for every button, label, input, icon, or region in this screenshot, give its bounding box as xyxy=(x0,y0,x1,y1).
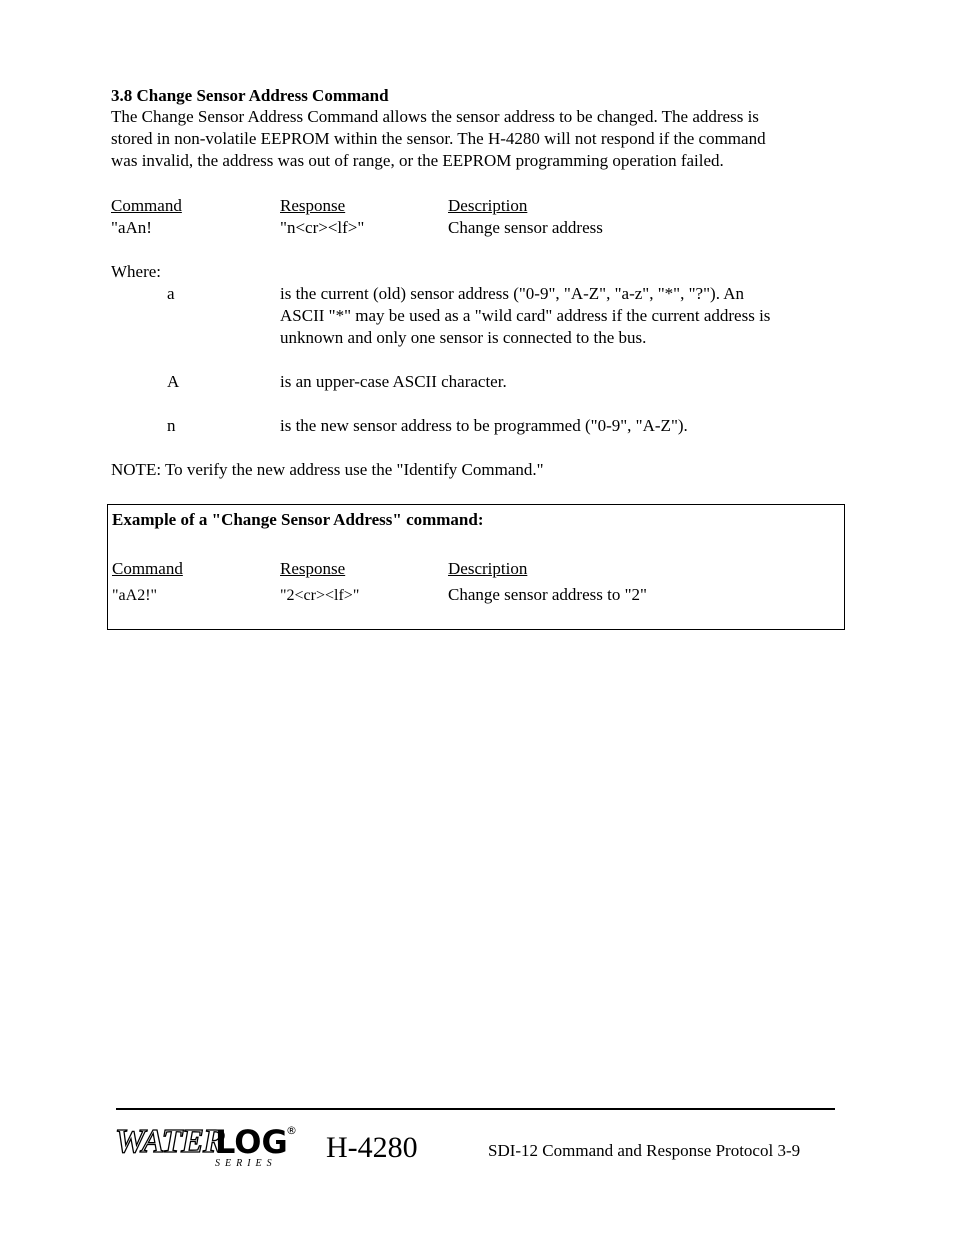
model-number: H-4280 xyxy=(326,1131,418,1164)
column-header-response: Response xyxy=(280,196,346,215)
example-description-cell: Change sensor address to "2" xyxy=(448,585,647,604)
paragraph-line: stored in non-volatile EEPROM within the sensor. The H-4280 will not respond if the command xyxy=(111,129,766,148)
example-command-cell: "aA2!" xyxy=(112,587,158,604)
logo-log-text: LOG xyxy=(215,1123,288,1161)
footer-page-label: SDI-12 Command and Response Protocol 3-9 xyxy=(488,1141,801,1160)
example-header-description: Description xyxy=(448,559,528,578)
column-header-command: Command xyxy=(111,196,182,215)
example-response-cell: "2<cr><lf>" xyxy=(280,587,360,604)
where-term-a: a xyxy=(167,284,175,303)
response-cell: "n<cr><lf>" xyxy=(280,218,365,237)
logo-series-text: SERIES xyxy=(215,1158,277,1169)
logo-water-text: WATER xyxy=(115,1123,225,1160)
logo-registered-mark: ® xyxy=(286,1124,297,1137)
where-label: Where: xyxy=(111,262,162,281)
section-heading: 3.8 Change Sensor Address Command xyxy=(111,86,389,105)
example-header-command: Command xyxy=(112,559,183,578)
example-header-response: Response xyxy=(280,559,346,578)
note-text: NOTE: To verify the new address use the "Identify Command." xyxy=(111,460,544,479)
where-def-line: is an upper-case ASCII character. xyxy=(280,372,507,391)
where-term-A: A xyxy=(167,372,180,391)
where-def-line: unknown and only one sensor is connected to the bus. xyxy=(280,328,647,347)
example-title: Example of a "Change Sensor Address" command: xyxy=(112,510,484,529)
description-cell: Change sensor address xyxy=(448,218,603,237)
where-def-line: is the new sensor address to be programmed ("0-9", "A-Z"). xyxy=(280,416,688,435)
footer-divider xyxy=(116,1108,835,1110)
where-term-n: n xyxy=(167,416,176,435)
where-def-line: is the current (old) sensor address ("0-9", "A-Z", "a-z", "*", "?"). An xyxy=(280,284,745,303)
where-def-line: ASCII "*" may be used as a "wild card" address if the current address is xyxy=(280,306,771,325)
command-cell: "aAn! xyxy=(111,218,152,237)
paragraph-line: was invalid, the address was out of range, or the EEPROM programming operation failed. xyxy=(111,151,724,170)
paragraph-line: The Change Sensor Address Command allows the sensor address to be changed. The address is xyxy=(111,107,759,126)
column-header-description: Description xyxy=(448,196,528,215)
